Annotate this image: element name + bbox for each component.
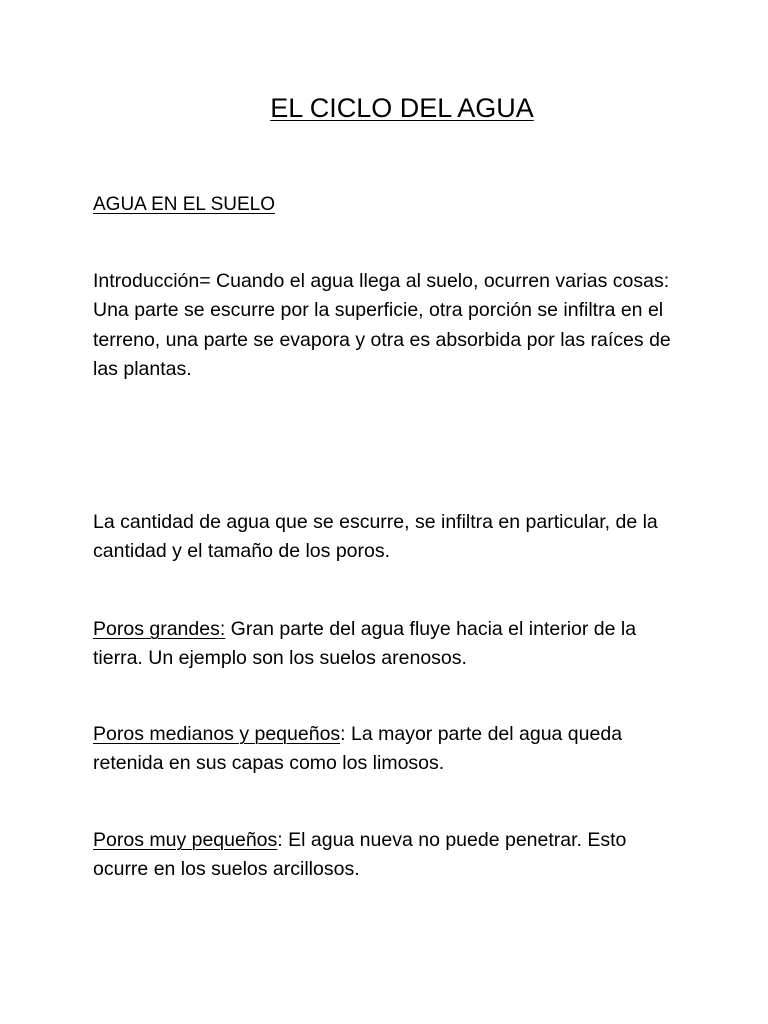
poros-grandes-paragraph xyxy=(93,615,678,674)
poros-muy-pequenos-term: Poros muy pequeños xyxy=(93,829,278,851)
cantidad-paragraph: La cantidad de agua que se escurre, se infiltra en particular, de la cantidad y el tamaño de los poros. xyxy=(93,511,658,563)
poros-medianos-text: : La mayor parte del agua queda retenida en sus capas como los limosos. xyxy=(93,723,623,775)
poros-grandes-term: Poros grandes: xyxy=(93,618,226,640)
intro-paragraph: Introducción= Cuando el agua llega al suelo, ocurren varias cosas: Una parte se escurre por la superficie, otra porción se infiltra en el terreno, una parte se evapora y otra es absorbida por las raíces de las plantas. xyxy=(93,270,671,380)
poros-muy-pequenos-text: : El agua nueva no puede penetrar. Esto ocurre en los suelos arcillosos. xyxy=(93,829,627,881)
section-heading: AGUA EN EL SUELO xyxy=(93,194,275,215)
poros-muy-pequenos-paragraph xyxy=(93,826,678,885)
poros-medianos-paragraph xyxy=(93,720,678,779)
document-title: EL CICLO DEL AGUA xyxy=(270,93,534,123)
poros-medianos-term: Poros medianos y pequeños xyxy=(93,723,341,745)
poros-grandes-text: Gran parte del agua fluye hacia el interior de la tierra. Un ejemplo son los suelos arenosos. xyxy=(93,618,637,670)
